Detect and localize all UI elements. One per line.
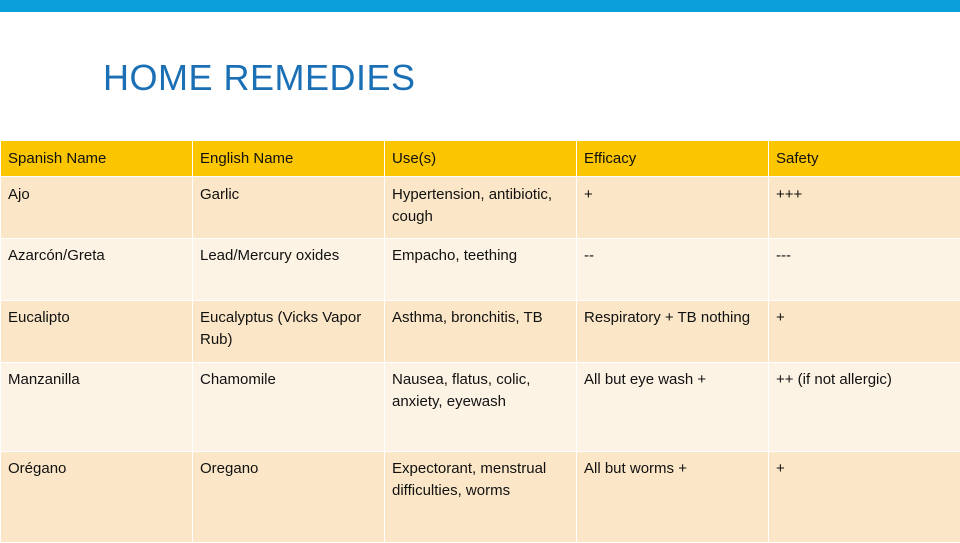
cell-efficacy: All but worms + [577,452,769,543]
table-row [1,301,960,363]
cell-efficacy: + [577,177,769,239]
remedies-table [0,140,960,543]
cell-english-name: Eucalyptus (Vicks Vapor Rub) [193,301,385,363]
table-row [1,452,960,543]
cell-efficacy: -- [577,239,769,301]
cell-uses: Asthma, bronchitis, TB [385,301,577,363]
cell-uses: Expectorant, menstrual difficulties, worms [385,452,577,543]
cell-uses: Empacho, teething [385,239,577,301]
header-safety: Safety [769,141,960,177]
table-row [1,177,960,239]
cell-spanish-name: Orégano [1,452,193,543]
cell-safety: ++ (if not allergic) [769,363,960,452]
cell-safety: --- [769,239,960,301]
cell-spanish-name: Manzanilla [1,363,193,452]
cell-spanish-name: Eucalipto [1,301,193,363]
cell-uses: Nausea, flatus, colic, anxiety, eyewash [385,363,577,452]
slide-title: HOME REMEDIES [103,57,416,99]
header-efficacy: Efficacy [577,141,769,177]
cell-safety: + [769,452,960,543]
cell-english-name: Oregano [193,452,385,543]
header-uses: Use(s) [385,141,577,177]
cell-spanish-name: Azarcón/Greta [1,239,193,301]
cell-uses: Hypertension, antibiotic, cough [385,177,577,239]
table-row [1,363,960,452]
top-accent-bar [0,0,960,12]
cell-efficacy: Respiratory + TB nothing [577,301,769,363]
cell-safety: +++ [769,177,960,239]
cell-safety: + [769,301,960,363]
cell-spanish-name: Ajo [1,177,193,239]
cell-english-name: Lead/Mercury oxides [193,239,385,301]
header-spanish-name: Spanish Name [1,141,193,177]
header-english-name: English Name [193,141,385,177]
table-row [1,239,960,301]
cell-english-name: Chamomile [193,363,385,452]
cell-efficacy: All but eye wash + [577,363,769,452]
cell-english-name: Garlic [193,177,385,239]
table-header-row [1,141,960,177]
